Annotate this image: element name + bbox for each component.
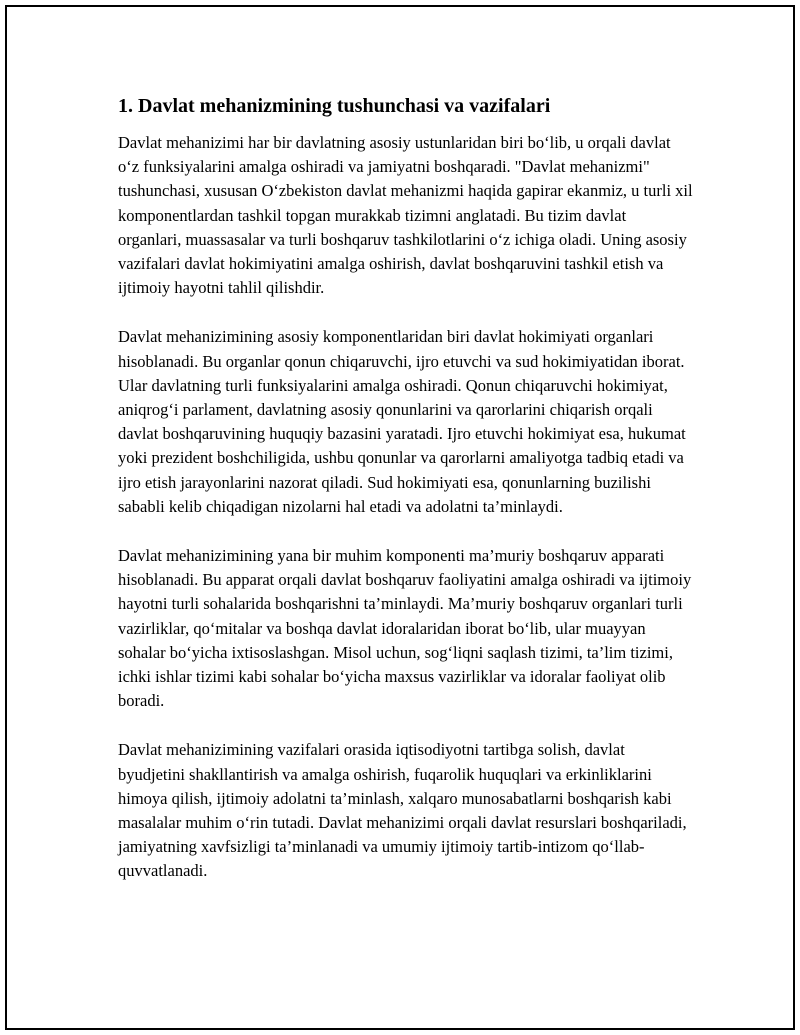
paragraph-3: Davlat mehanizimining yana bir muhim komponenti ma’muriy boshqaruv apparati hisoblanadi. Bu apparat orqali davlat boshqaruv faoliyatini amalga oshiradi va ijtimoiy hayotni turli sohalarida boshqarishni ta’minlaydi. Ma’muriy boshqaruv organlari turli vazirliklar, qo‘mitalar va boshqa davlat idoralaridan iborat bo‘lib, ular muayyan sohalar bo‘yicha ixtisoslashgan. Misol uchun, sog‘liqni saqlash tizimi, ta’lim tizimi, ichki ishlar tizimi kabi sohalar bo‘yicha maxsus vazirliklar va idoralar faoliyat olib boradi.: [118, 546, 692, 711]
section-heading: 1. Davlat mehanizmining tushunchasi va vazifalari: [118, 95, 551, 117]
paragraph-4: Davlat mehanizimining vazifalari orasida iqtisodiyotni tartibga solish, davlat byudjetini shakllantirish va amalga oshirish, fuqarolik huquqlari va erkinliklarini himoya qilish, ijtimoiy adolatni ta’minlash, xalqaro munosabatlarni boshqarish kabi masalalar muhim o‘rin tutadi. Davlat mehanizimi orqali davlat resurslari boshqariladi, jamiyatning xavfsizligi ta’minlanadi va umumiy ijtimoiy tartib-intizom qo‘llab-quvvatlanadi.: [118, 740, 687, 881]
document-body: [118, 94, 693, 909]
paragraph-1: Davlat mehanizimi har bir davlatning asosiy ustunlaridan biri bo‘lib, u orqali davlat o‘z funksiyalarini amalga oshiradi va jamiyatni boshqaradi. "Davlat mehanizmi" tushunchasi, xususan O‘zbekiston davlat mehanizmi haqida gapirar ekanmiz, u turli xil komponentlardan tashkil topgan murakkab tizimni anglatadi. Bu tizim davlat organlari, muassasalar va turli boshqaruv tashkilotlarini o‘z ichiga oladi. Uning asosiy vazifalari davlat hokimiyatini amalga oshirish, davlat boshqaruvini tashkil etish va ijtimoiy hayotni tahlil qilishdir.: [118, 133, 693, 298]
paragraph-2: Davlat mehanizimining asosiy komponentlaridan biri davlat hokimiyati organlari hisoblanadi. Bu organlar qonun chiqaruvchi, ijro etuvchi va sud hokimiyatidan iborat. Ular davlatning turli funksiyalarini amalga oshiradi. Qonun chiqaruvchi hokimiyat, aniqrog‘i parlament, davlatning asosiy qonunlarini va qarorlarini chiqarish orqali davlat boshqaruvining huquqiy bazasini yaratadi. Ijro etuvchi hokimiyat esa, hukumat yoki prezident boshchiligida, ushbu qonunlar va qarorlarni amaliyotga tadbiq etadi va ijro etish jarayonlarini nazorat qiladi. Sud hokimiyati esa, qonunlarning buzilishi sababli kelib chiqadigan nizolarni hal etadi va adolatni ta’minlaydi.: [118, 327, 686, 516]
